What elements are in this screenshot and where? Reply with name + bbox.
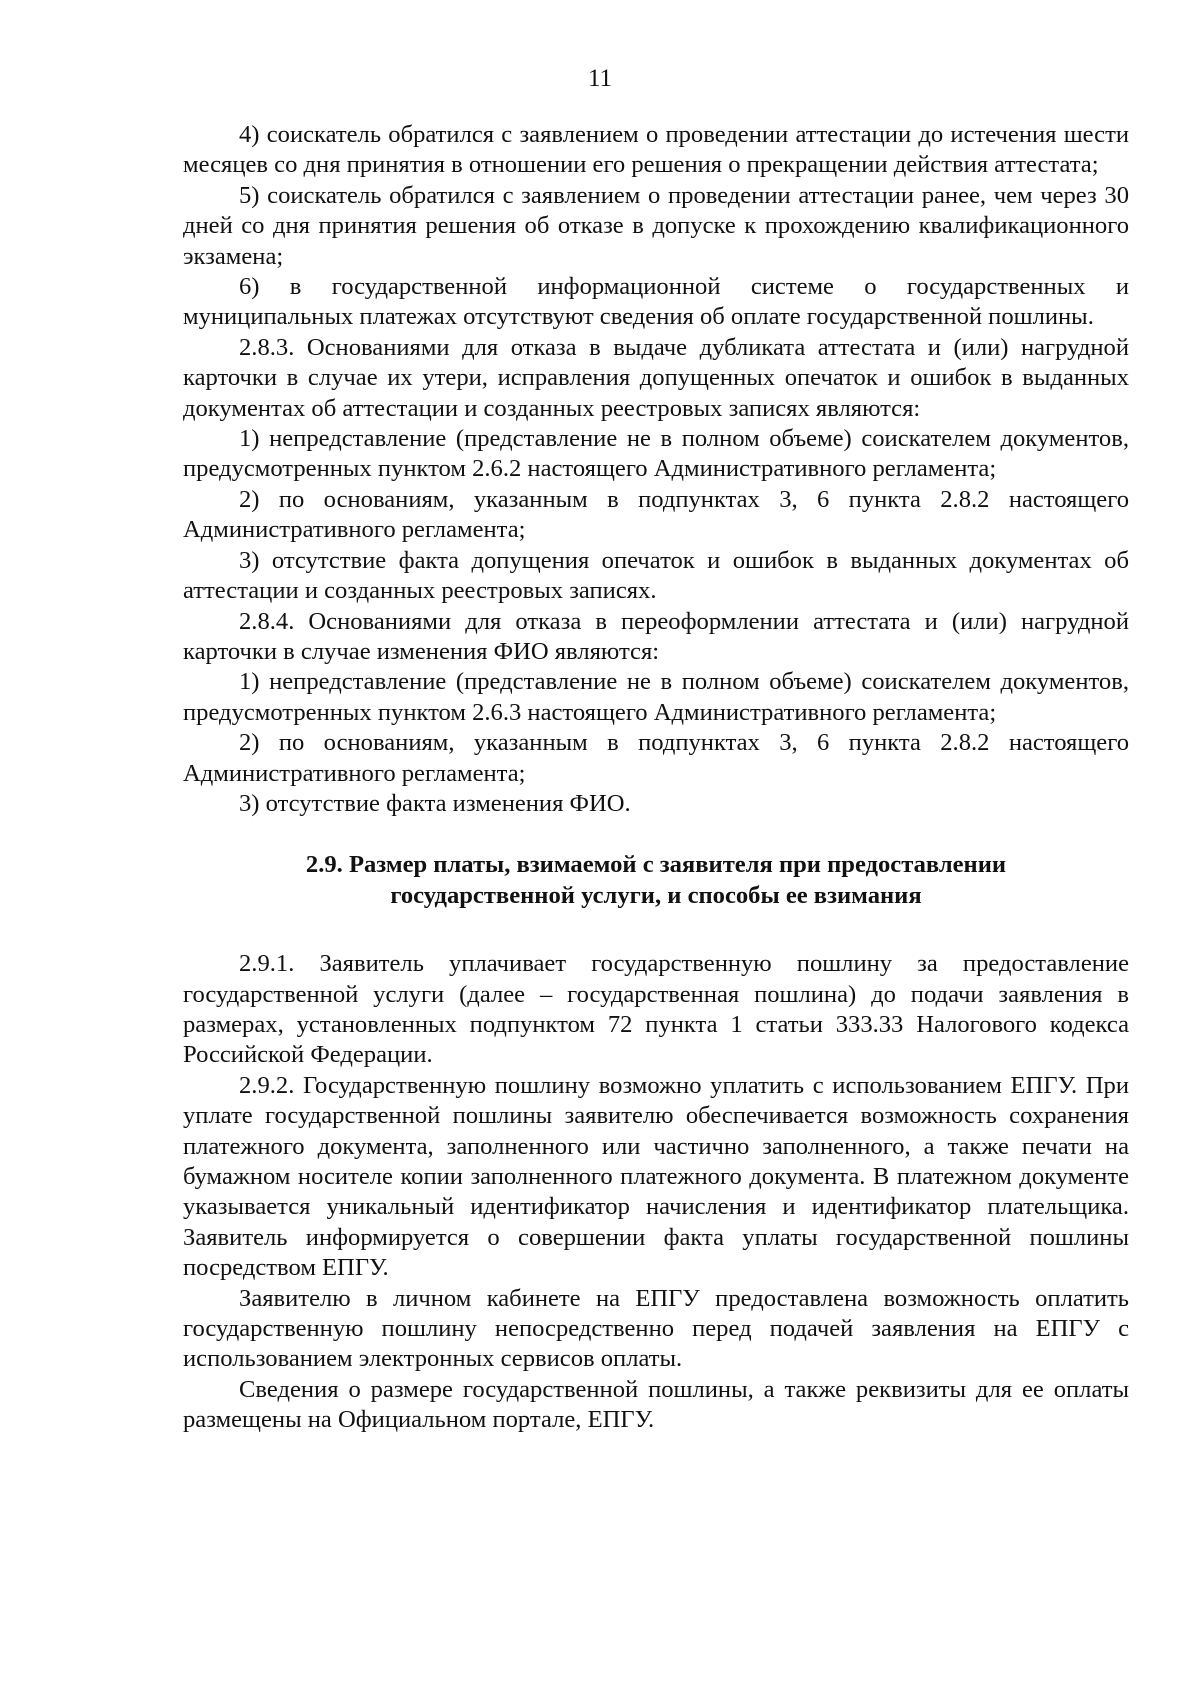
paragraph-2-8-4-item-3: 3) отсутствие факта изменения ФИО. bbox=[239, 789, 631, 817]
paragraph-item-6: 6) в государственной информационной системе о государственных и муниципальных платежах отсутствуют сведения об оплате государственной пошлины. bbox=[183, 273, 1129, 331]
paragraph-2-9-1: 2.9.1. Заявитель уплачивает государственную пошлину за предоставление государственной услуги (далее – государственная пошлина) до подачи заявления в размерах, установленных подпунктом 72 пункта 1 статьи 333.33 Налогового кодекса Российской Федерации. bbox=[183, 950, 1129, 1069]
paragraph-2-8-4: 2.8.4. Основаниями для отказа в переоформлении аттестата и (или) нагрудной карточки в случае изменения ФИО являются: bbox=[183, 607, 1129, 665]
section-heading-2-9: 2.9. Размер платы, взимаемой с заявителя при предоставлении государственной услуги, и способы ее взимания bbox=[305, 851, 1007, 909]
paragraph-fee-details: Сведения о размере государственной пошлины, а также реквизиты для ее оплаты размещены на Официальном портале, ЕПГУ. bbox=[183, 1375, 1129, 1434]
paragraph-2-9-2: 2.9.2. Государственную пошлину возможно уплатить с использованием ЕПГУ. При уплате государственной пошлины заявителю обеспечивается возможность сохранения платежного документа, заполненного или частично заполненного, а также печати на бумажном носителе копии заполненного платежного документа. В платежном документе указывается уникальный идентификатор начисления и идентификатор плательщика. Заявитель информируется о совершении факта уплаты государственной пошлины посредством ЕПГУ. bbox=[183, 1071, 1129, 1282]
paragraph-2-8-4-item-1: 1) непредставление (представление не в полном объеме) соискателем документов, предусмотренных пунктом 2.6.3 настоящего Административного регламента; bbox=[183, 668, 1129, 726]
paragraph-item-5: 5) соискатель обратился с заявлением о проведении аттестации ранее, чем через 30 дней со дня принятия решения об отказе в допуске к прохождению квалификационного экзамена; bbox=[183, 181, 1129, 270]
paragraph-2-8-3-item-1: 1) непредставление (представление не в полном объеме) соискателем документов, предусмотренных пунктом 2.6.2 настоящего Административного регламента; bbox=[183, 425, 1129, 483]
paragraph-item-4: 4) соискатель обратился с заявлением о проведении аттестации до истечения шести месяцев со дня принятия в отношении его решения о прекращении действия аттестата; bbox=[183, 121, 1129, 179]
paragraph-2-8-3-item-3: 3) отсутствие факта допущения опечаток и ошибок в выданных документах об аттестации и созданных реестровых записях. bbox=[183, 546, 1129, 605]
paragraph-personal-account: Заявителю в личном кабинете на ЕПГУ предоставлена возможность оплатить государственную пошлину непосредственно перед подачей заявления на ЕПГУ с использованием электронных сервисов оплаты. bbox=[183, 1284, 1129, 1373]
page-number: 11 bbox=[587, 65, 613, 92]
paragraph-2-8-3-item-2: 2) по основаниям, указанным в подпунктах 3, 6 пункта 2.8.2 настоящего Административного регламента; bbox=[183, 485, 1129, 544]
document-body bbox=[183, 120, 1129, 1436]
paragraph-2-8-4-item-2: 2) по основаниям, указанным в подпунктах 3, 6 пункта 2.8.2 настоящего Административного регламента; bbox=[183, 729, 1129, 787]
paragraph-2-8-3: 2.8.3. Основаниями для отказа в выдаче дубликата аттестата и (или) нагрудной карточки в случае их утери, исправления допущенных опечаток и ошибок в выданных документах об аттестации и созданных реестровых записях являются: bbox=[183, 333, 1129, 422]
